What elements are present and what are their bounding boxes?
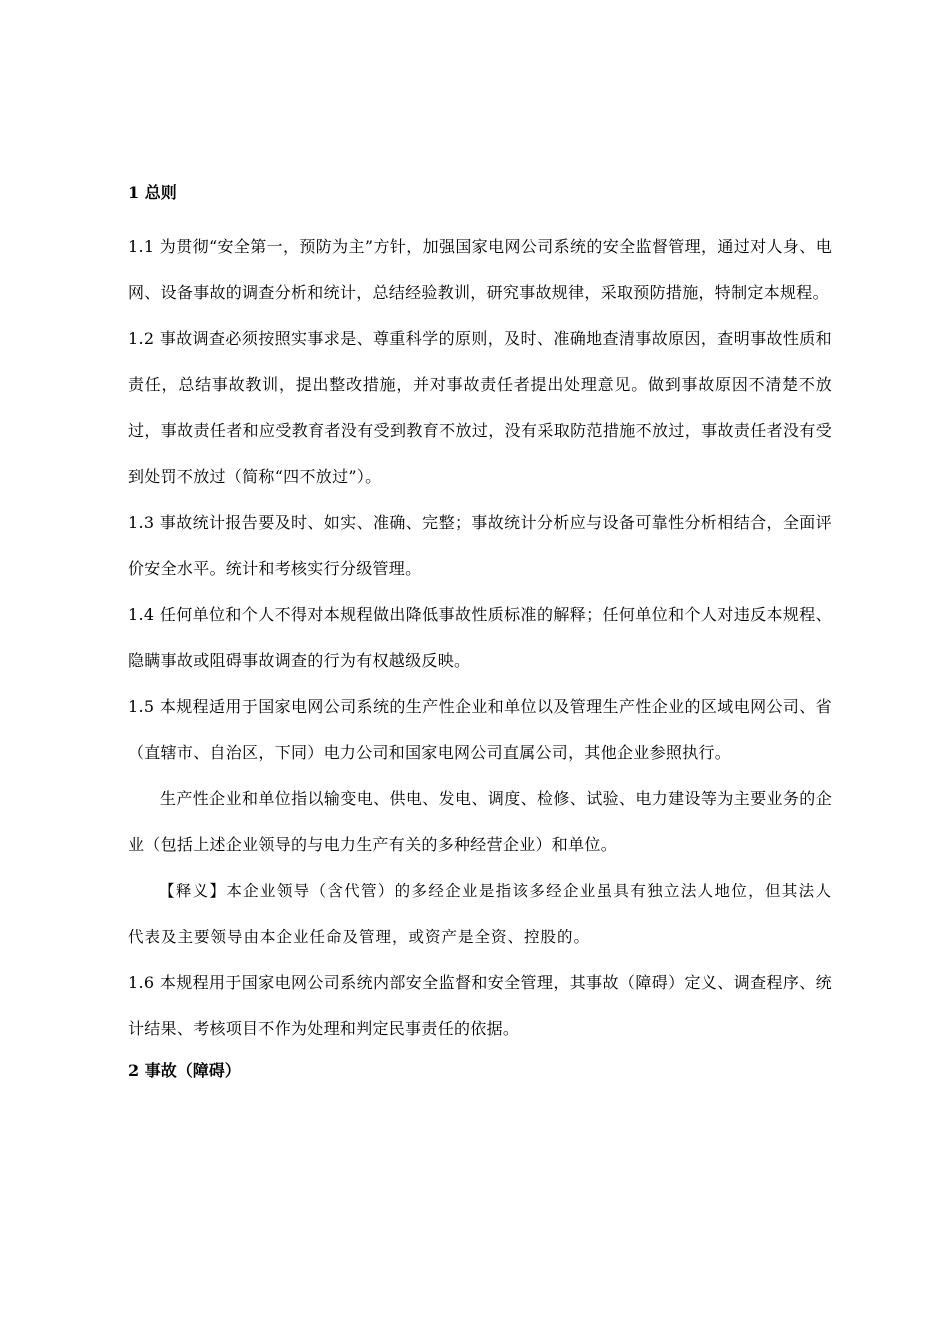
- paragraph-1-1: 1.1 为贯彻“安全第一，预防为主”方针，加强国家电网公司系统的安全监督管理，通过对人身、电网、设备事故的调查分析和统计，总结经验教训，研究事故规律，采取预防措施，特制定本规程。: [128, 237, 832, 302]
- paragraph-1-2: 1.2 事故调查必须按照实事求是、尊重科学的原则，及时、准确地查清事故原因，查明事故性质和责任，总结事故教训，提出整改措施，并对事故责任者提出处理意见。做到事故原因不清楚不放过，事故责任者和应受教育者没有受到教育不放过，没有采取防范措施不放过，事故责任者没有受到处罚不放过（简称“四不放过”）。: [128, 329, 832, 486]
- paragraph-definition: 生产性企业和单位指以输变电、供电、发电、调度、检修、试验、电力建设等为主要业务的企业（包括上述企业领导的与电力生产有关的多种经营企业）和单位。: [128, 789, 832, 854]
- paragraph-1-3: 1.3 事故统计报告要及时、如实、准确、完整；事故统计分析应与设备可靠性分析相结合，全面评价安全水平。统计和考核实行分级管理。: [128, 513, 832, 578]
- paragraph-1-6: 1.6 本规程用于国家电网公司系统内部安全监督和安全管理，其事故（障碍）定义、调查程序、统计结果、考核项目不作为处理和判定民事责任的依据。: [128, 973, 832, 1038]
- paragraph-interpretation-note: 【释义】本企业领导（含代管）的多经企业是指该多经企业虽具有独立法人地位，但其法人代表及主要领导由本企业任命及管理，或资产是全资、控股的。: [128, 882, 832, 946]
- document-body: [128, 178, 832, 1102]
- section-1-heading: 1 总则: [128, 183, 177, 202]
- paragraph-1-4: 1.4 任何单位和个人不得对本规程做出降低事故性质标准的解释；任何单位和个人对违反本规程、隐瞒事故或阻碍事故调查的行为有权越级反映。: [128, 605, 832, 670]
- section-2-heading: 2 事故（障碍）: [128, 1061, 241, 1080]
- paragraph-1-5: 1.5 本规程适用于国家电网公司系统的生产性企业和单位以及管理生产性企业的区域电网公司、省（直辖市、自治区，下同）电力公司和国家电网公司直属公司，其他企业参照执行。: [128, 697, 832, 762]
